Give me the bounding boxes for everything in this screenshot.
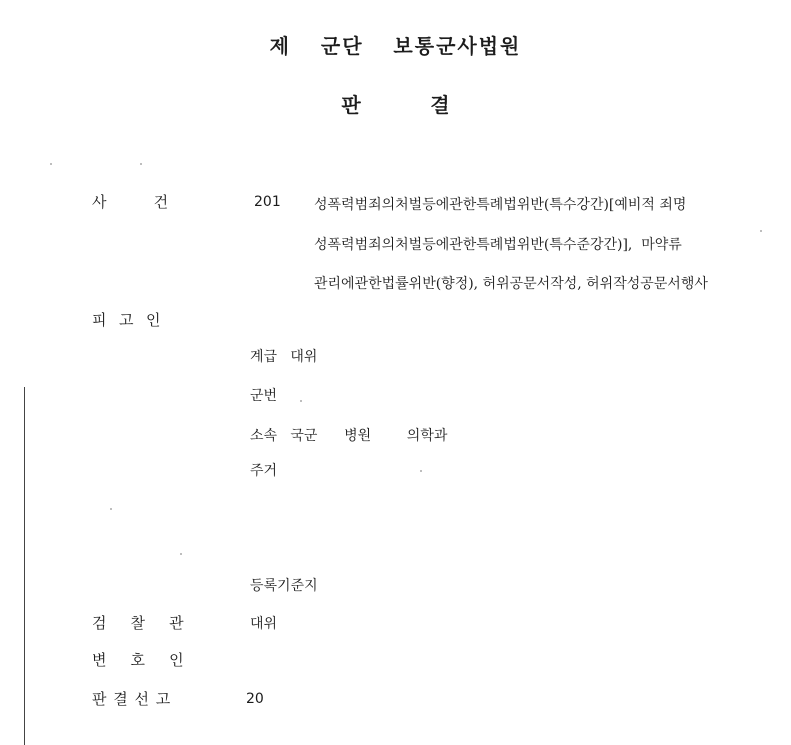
defendant-label: 피 고 인 <box>92 311 162 329</box>
prosecutor-label: 검 찰 관 <box>92 614 185 632</box>
scan-margin-line <box>24 387 25 745</box>
case-number: 201 <box>254 194 281 210</box>
verdict-date-value: 20 <box>246 691 264 707</box>
scan-speck <box>140 163 142 165</box>
case-charge-line-3: 관리에관한법률위반(향정), 허위공문서작성, 허위작성공문서행사 <box>314 276 708 292</box>
scan-speck <box>420 470 422 472</box>
defendant-service-number: 군번 <box>250 388 278 404</box>
case-charge-line-2: 성폭력범죄의처벌등에관한특례법위반(특수준강간)], 마약류 <box>314 237 682 253</box>
scan-speck <box>110 508 112 510</box>
case-charge-line-1: 성폭력범죄의처벌등에관한특례법위반(특수강간)[예비적 죄명 <box>314 197 687 213</box>
defendant-residence: 주거 <box>250 463 278 479</box>
prosecutor-value: 대위 <box>250 616 278 632</box>
scan-speck <box>50 163 52 165</box>
defense-counsel-label: 변 호 인 <box>92 651 185 669</box>
scan-speck <box>180 553 182 555</box>
defendant-registry: 등록기준지 <box>250 578 318 594</box>
scan-speck <box>300 400 302 402</box>
court-name: 제 군단 보통군사법원 <box>269 34 522 58</box>
defendant-rank: 계급 대위 <box>250 349 318 365</box>
case-label: 사 건 <box>92 193 170 211</box>
verdict-date-label: 판 결 선 고 <box>92 690 172 708</box>
defendant-affiliation: 소속 국군 병원 의학과 <box>250 428 448 444</box>
scan-speck <box>760 230 762 232</box>
document-type-heading: 판 결 <box>341 93 450 117</box>
